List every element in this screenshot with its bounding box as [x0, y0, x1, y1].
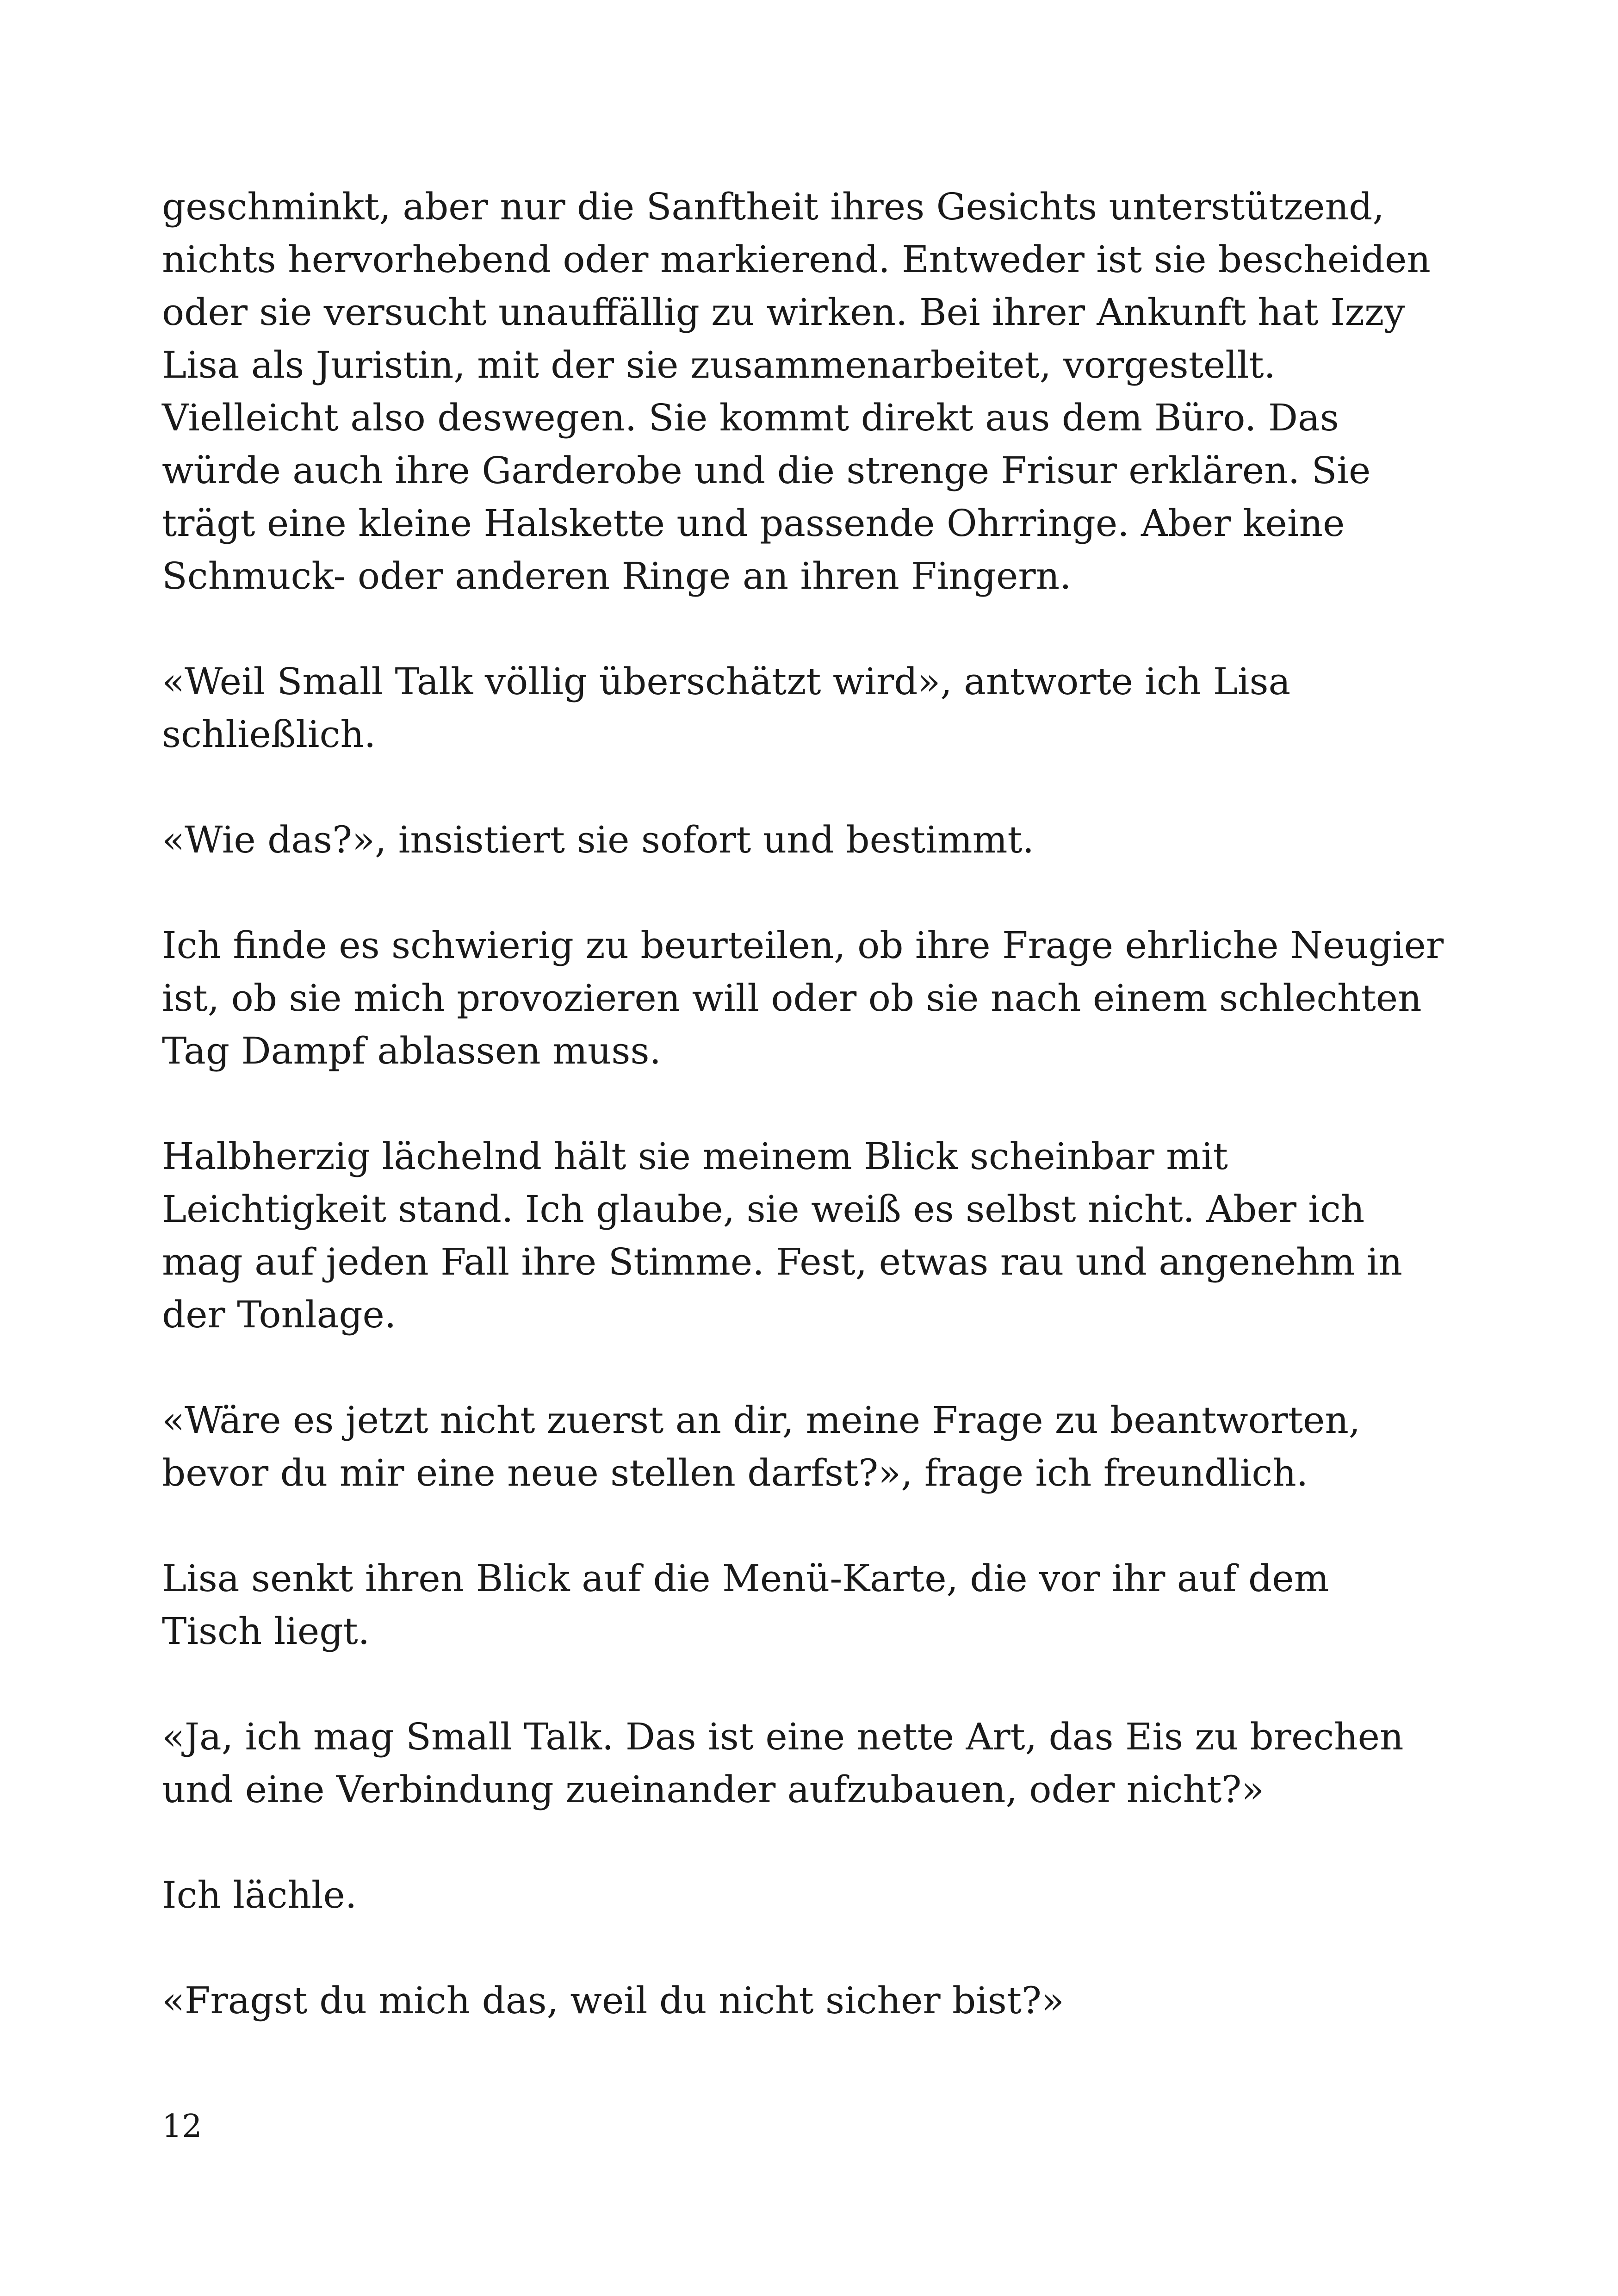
text-line: geschminkt, aber nur die Sanftheit ihres Gesichts unterstützend,: [162, 185, 1384, 228]
paragraph-answer-small-talk: [162, 655, 1457, 761]
text-line: trägt eine kleine Halskette und passende Ohrringe. Aber keine: [162, 502, 1345, 545]
text-line: Leichtigkeit stand. Ich glaube, sie weiß es selbst nicht. Aber ich: [162, 1188, 1365, 1231]
text-line: Vielleicht also deswegen. Sie kommt direkt aus dem Büro. Das: [162, 396, 1339, 439]
text-line: Schmuck- oder anderen Ringe an ihren Fingern.: [162, 554, 1072, 597]
text-line: mag auf jeden Fall ihre Stimme. Fest, etwas rau und angenehm in: [162, 1240, 1402, 1283]
paragraph-description: [162, 180, 1457, 603]
paragraph-halbherzig: [162, 1130, 1457, 1341]
paragraph-ja-small-talk: [162, 1711, 1457, 1816]
page-number: 12: [162, 2108, 202, 2145]
text-line: Halbherzig lächelnd hält sie meinem Blick scheinbar mit: [162, 1135, 1228, 1178]
paragraph-waere-es: [162, 1394, 1457, 1500]
paragraph-question-wie-das: [162, 814, 1457, 866]
text-line: bevor du mir eine neue stellen darfst?», frage ich freundlich.: [162, 1451, 1308, 1494]
text-line: der Tonlage.: [162, 1293, 397, 1336]
paragraph-neugier: [162, 919, 1457, 1077]
text-line: «Wie das?», insistiert sie sofort und bestimmt.: [162, 818, 1035, 861]
text-line: «Ja, ich mag Small Talk. Das ist eine nette Art, das Eis zu brechen: [162, 1715, 1404, 1758]
text-line: «Wäre es jetzt nicht zuerst an dir, meine Frage zu beantworten,: [162, 1399, 1361, 1442]
text-line: oder sie versucht unauffällig zu wirken. Bei ihrer Ankunft hat Izzy: [162, 291, 1405, 334]
text-line: Lisa als Juristin, mit der sie zusammenarbeitet, vorgestellt.: [162, 343, 1276, 386]
text-line: Tisch liegt.: [162, 1610, 370, 1653]
paragraph-ich-laechle: [162, 1869, 1457, 1922]
text-line: schließlich.: [162, 713, 376, 756]
paragraph-menu-karte: [162, 1552, 1457, 1658]
text-line: «Fragst du mich das, weil du nicht sicher bist?»: [162, 1979, 1064, 2022]
book-page-text: [162, 180, 1457, 2027]
text-line: nichts hervorhebend oder markierend. Entweder ist sie bescheiden: [162, 238, 1431, 281]
text-line: «Weil Small Talk völlig überschätzt wird», antworte ich Lisa: [162, 660, 1291, 703]
text-line: ist, ob sie mich provozieren will oder ob sie nach einem schlechten: [162, 977, 1422, 1020]
text-line: Ich lächle.: [162, 1873, 357, 1916]
text-line: Tag Dampf ablassen muss.: [162, 1029, 661, 1072]
text-line: Lisa senkt ihren Blick auf die Menü-Karte, die vor ihr auf dem: [162, 1557, 1329, 1600]
paragraph-fragst-du: [162, 1974, 1457, 2027]
text-line: würde auch ihre Garderobe und die strenge Frisur erklären. Sie: [162, 449, 1371, 492]
text-line: Ich finde es schwierig zu beurteilen, ob ihre Frage ehrliche Neugier: [162, 924, 1444, 967]
text-line: und eine Verbindung zueinander aufzubauen, oder nicht?»: [162, 1768, 1265, 1811]
